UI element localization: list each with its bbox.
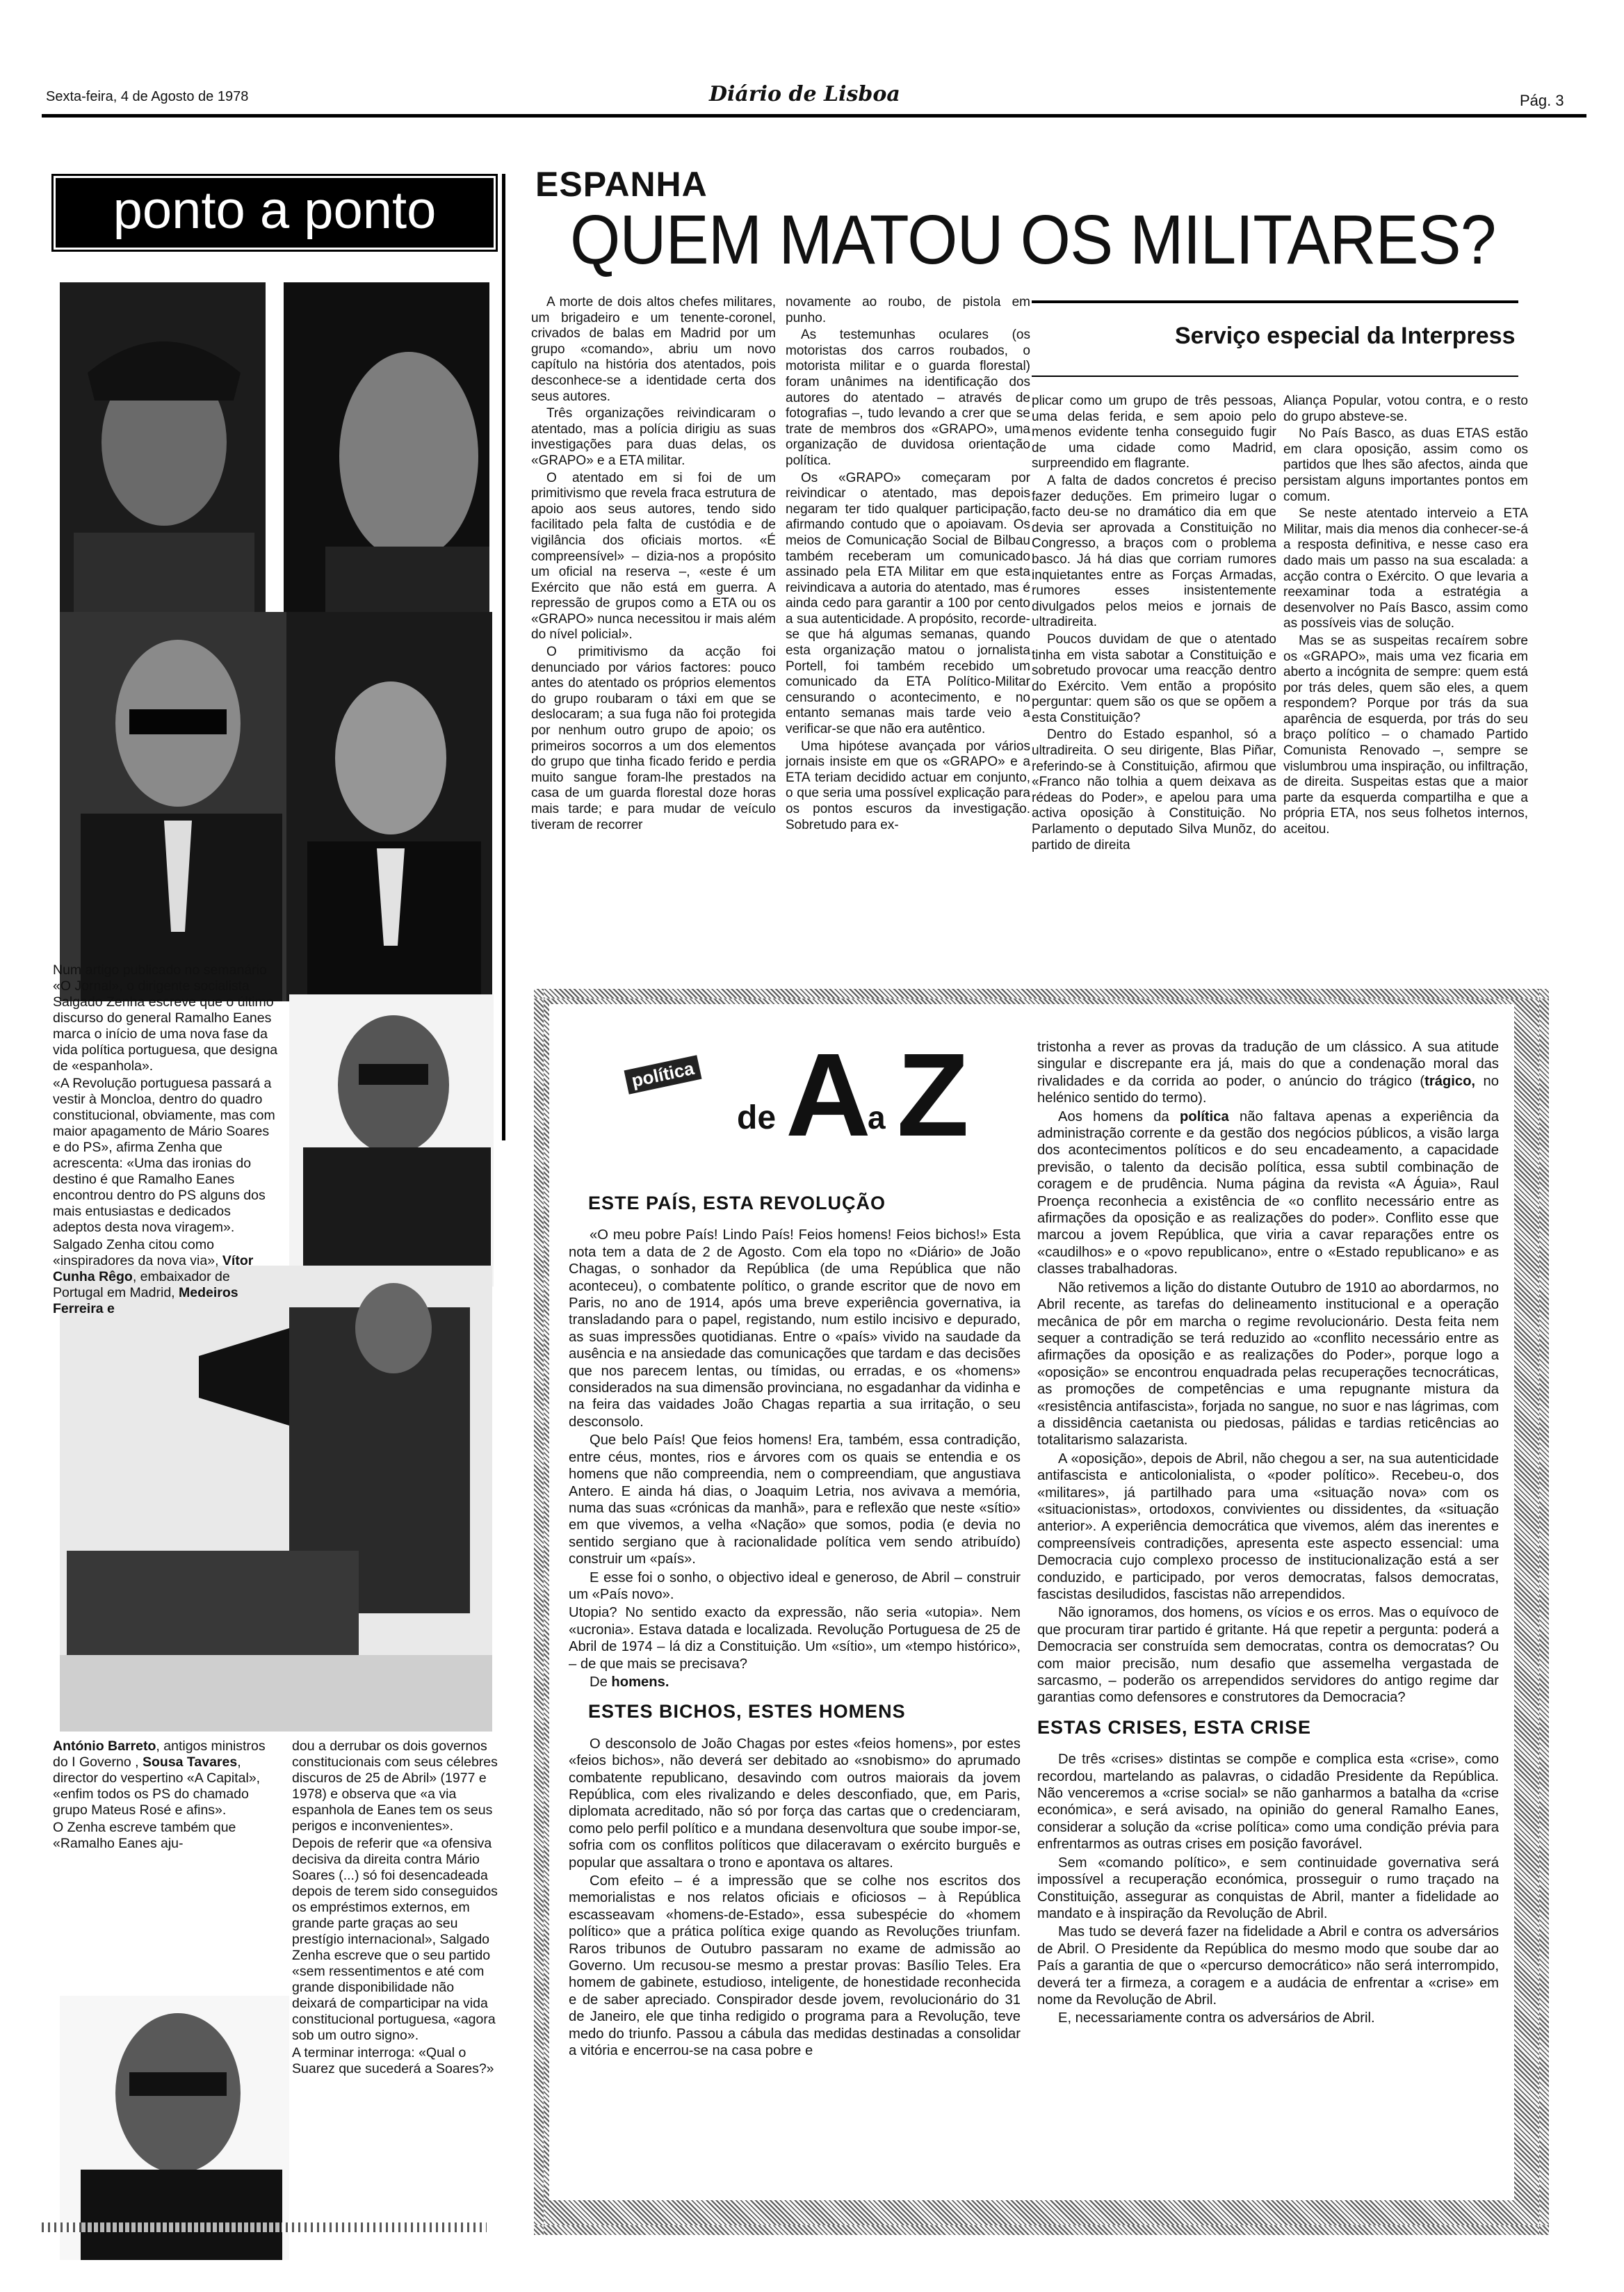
header-date: Sexta-feira, 4 de Agosto de 1978 [46,89,249,104]
az-para [569,1674,1021,1690]
photo-military-officer [60,282,266,644]
article-para: As testemunhas oculares (os motoristas dos carros roubados, o motorista militar e o guarda florestal) foram unânimes na identificação dos autores do atentado – através de fotografias –, tudo levando a crer que se trate de membros dos «GRAPO», uma organização de duvidosa orientação política. [786,328,1030,468]
article-col-3 [1032,394,1276,962]
az-col-1 [569,1182,1021,2184]
az-title-a1: A [786,1029,871,1161]
sidebar-name: Medeiros Ferreira e [53,1285,238,1316]
sidebar-title-box [51,174,498,252]
az-para: E esse foi o sonho, o objectivo ideal e generoso, de Abril – construir um «País novo». [569,1569,1021,1602]
az-para: Mas tudo se deverá fazer na fidelidade a Abril e contra os adversários de Abril. O Presidente da República do mesmo modo que soube dar ao País a garantia de que o «percurso democrático» não será interrompido, deverá ter a firmeza, a coragem e a audácia de enfrentar a «crise» em nome da Revolução de Abril. [1037,1924,1499,2008]
article-col-2 [786,295,1030,962]
az-para: Utopia? No sentido exacto da expressão, não seria «utopia». Nem «ucronia». Estava datada e localizada. Revolução Portuguesa de 25 de Abril de 1974 – lá diz a Constituição. Um «sítio», um «tempo histórico», – de que mais se precisava? [569,1605,1021,1672]
az-para-text: no helénico sentido do termo). [1037,1073,1499,1106]
article-col-4 [1283,394,1528,962]
az-title-de: de [737,1099,777,1136]
sidebar-para-text: Salgado Zenha citou como «inspiradores da nova via», [53,1237,219,1268]
photo-man-megaphone [60,1266,492,1732]
az-para: Não ignoramos, dos homens, os vícios e os erros. Mas o equívoco de que procuram tirar partido é gritante. Há que repetir a pergunta: poderá a Democracia ser construída sem democratas, contra os democratas? Ou com maior precisão, num desafio que assemelha vergastada de sarcasmo, – poderão os arrependidos servidores do antigo regime dar garantias como defensores e construtores da Democracia? [1037,1605,1499,1706]
sidebar-text-2 [53,1738,279,1961]
az-para: Com efeito – é a impressão que se colhe nos escritos dos memorialistas e nos relatos oficiais e oficiosos – à República escasseavam «homens-de-Estado», essa subespécie do «homem político» que a prática política exige quando as Revoluções triunfam. Raros tribunos de Outubro passaram no exame de admissão ao Governo. Um recusou-se mesmo a prestar provas: Basílio Teles. Era homem de gabinete, estudioso, inteligente, de honestidade reconhecida e de saber apreciado. Conspirador desde jovem, revolucionário do 31 de Janeiro, ele que tinha redigido o programa para a Revolução, teve medo do triunfo. Passou a cábula das medidas destinadas a consolidar a vitória e encerrou-se na casa pobre e [569,1873,1021,2059]
az-heading: ESTES BICHOS, ESTES HOMENS [588,1701,906,1722]
sidebar-text-3 [292,1738,498,2211]
sidebar-name: António Barreto [53,1738,156,1754]
sidebar-rule [502,174,505,1140]
sidebar-para-text: , embaixador de Portugal em Madrid, [53,1269,230,1300]
az-title-z: Z [897,1029,969,1161]
sidebar-para [53,1738,279,1818]
az-para: O desconsolo de João Chagas por estes «feios homens», por estes «feios bichos», não deverá ser debitado ao «snobismo» do aprumado combatente republicano, desavindo com outros maiorais da jovem República, com eles rivalizando e deles desconfiado, que, em Paris, diplomata acreditado, não só por força das cartas que o credenciaram, como pelo perfil político e a mundana desenvoltura que soube impor-se, sofria com os conflitos políticos que dilaceravam o exército burguês e popular que assaltara o trono e apontava os altares. [569,1736,1021,1871]
sidebar-para: O Zenha escreve também que «Ramalho Eanes aju- [53,1820,236,1851]
sidebar-para-text: , antigos ministros do I Governo , [53,1738,266,1770]
article-para: A morte de dois altos chefes militares, um brigadeiro e um tenente-coronel, crivados de balas em Madrid por um grupo «comando», abriu um novo capítulo na história dos atentados, pois desconhece-se a identidade certa dos seus autores. [531,295,776,404]
article-para: Se neste atentado interveio a ETA Militar, mais dia menos dia conhecer-se-á a resposta definitiva, e nesse caso era dado mais um passo na sua escalada: a acção contra o Exército. O que levaria a reexaminar toda a estratégia a desenvolver no País Basco, assim como as possíveis vias de solução. [1283,506,1528,631]
article-para: plicar como um grupo de três pessoas, uma delas ferida, e sem apoio pelo menos evidente tenha conseguido fugir de uma cidade como Madrid, surpreendido em flagrante. [1032,394,1276,471]
article-headline: QUEM MATOU OS MILITARES? [570,201,1496,279]
photo-man-suit [286,612,492,1001]
article-para: O atentado em si foi de um primitivismo que revela fraca estrutura de apoio aos seus autores, tendo sido facilitado pela falta de custódia e de vigilância dos oficiais mortos. «É compreensível» – dizia-nos a propósito um oficial na reserva –, «este é um Exército que não está em guerra. A repressão de grupos como a ETA ou os «GRAPO» nunca necessitou ir mais além do nível policial». [531,470,776,643]
header-rule [42,114,1586,118]
sidebar-name: Vítor Cunha Rêgo [53,1253,254,1284]
az-bold: trágico, [1424,1073,1476,1089]
az-para-text: Aos homens da [1058,1108,1169,1124]
az-col-2 [1037,1039,1499,2186]
az-para: «O meu pobre País! Lindo País! Feios homens! Feios bichos!» Esta nota tem a data de 2 de Agosto. Com ela topo no «Diário» de João Chagas, o sonhador da República (de uma República que não aconteceu), o combatente político, o grande escritor que de novo em Paris, no ano de 1914, após uma breve experiência governativa, ia transladando para o papel, registando, num estilo incisivo e depurado, as suas impressões quotidianas. Entre o «país» vivido na saudade da ausência e na ansiedade das comunicações que tardam e das decisões que nos parecem lentas, ou tímidas, ou erradas, e os «homens» considerados na sua dimensão provinciana, no esgadanhar da vidinha e na feira das vaidades João Chagas repartia a sua irritação, o seu desconsolo. [569,1227,1021,1430]
sidebar-para: A terminar interroga: «Qual o Suarez que sucederá a Soares?» [292,2045,494,2076]
az-para-text: não faltava apenas a experiência da administração corrente e da gestão dos negócios públicos, a visão larga dos acontecimentos políticos e do seu encadeamento, a capacidade previsão, o talento da decisão política, essa subtil combinação de coragem e de prudência. Numa página da revista «A Águia», Raul Proença reconhecia a existência de «o conflito necessário entre as afirmações da oposição e as realizações do poder». Conflito esse que marcou a jovem República, que viria a cavar reparações entre os «caudilhos» e o «povo republicano», entre o «Estado republicano» e as classes trabalhadoras. [1037,1108,1499,1277]
az-para [1037,1039,1499,1107]
article-para: Mas se as suspeitas recaírem sobre os «GRAPO», mais uma vez ficaria em aberto a incógnita de sempre: quem está por trás deles, quem são eles, a quem respondem? Porque por trás da sua aparência de esquerda, por trás do seu braço político – o chamado Partido Comunista Renovado –, sempre se vislumbrou uma inspiração, ou infiltração, de direita. Suspeitas estas que a maior parte da esquerda compartilha e que a própria ETA, nos seus folhetos internos, aceitou. [1283,633,1528,837]
az-para: A «oposição», depois de Abril, não chegou a ser, na sua autenticidade antifascista e anticolonialista, o «poder político». Recebeu-o, dos «militares», já partilhado para uma «situação nova» com os «situacionistas», ortodoxos, convivientes ou dissidentes, da «situação anterior». A experiência democrática que vivemos, além das inerentes e compreensíveis contradições, apresenta este aspecto essencial: uma Democracia cujo complexo processo de institucionalização está a ser conduzido, e participado, por veros democratas, falsos democratas, fascistas desiludidos, fascistas não arrependidos. [1037,1451,1499,1602]
masthead: Diário de Lisboa [709,82,900,106]
sidebar-para [53,1237,279,1317]
article-para: A falta de dados concretos é preciso fazer deduções. Em primeiro lugar o facto deu-se no dramático dia em que devia ser aprovada a Constituição no Congresso, a braços com o problema basco. Já há dias que corriam rumores inquietantes entre as Forças Armadas, rumores esses insistentemente divulgados pelos meios e jornais de ultradireita. [1032,473,1276,630]
byline-rule-top [1032,300,1518,303]
sidebar-para-text: , director do vespertino «A Capital», «enfim todos os PS do chamado grupo Mateus Rosé e afins». [53,1754,261,1818]
photo-man-sunglasses [60,612,289,1001]
article-para: novamente ao roubo, de pistola em punho. [786,295,1030,325]
sidebar-text-1 [53,962,279,1316]
az-title-a: a [868,1099,886,1136]
article-byline: Serviço especial da Interpress [1175,323,1516,349]
article-col-1 [531,295,776,962]
sidebar-para: «A Revolução portuguesa passará a vestir à Moncloa, dentro do quadro constitucional, obviamente, mas com maior apagamento de Mário Soares e do PS», afirma Zenha que acrescenta: «Uma das ironias do destino é que Ramalho Eanes encontrou dentro do PS alguns dos mais entusiastas e dedicados adeptos desta nova viragem». [53,1076,275,1235]
article-para: Dentro do Estado espanhol, só a ultradireita. O seu dirigente, Blas Piñar, referindo-se à Constituição, afirmou que «Franco não tolhia a quem deixava as rédeas do Poder», e apelou para uma activa oposição à Constituição. No Parlamento o deputado Silva Munõz, do partido de direita [1032,727,1276,853]
article-para: O primitivismo da acção foi denunciado por vários factores: pouco antes do atentado os próprios elementos do grupo roubaram o táxi em que se deslocaram; a sua fuga não foi protegida por nenhum outro grupo de apoio; os primeiros socorros a um dos elementos do grupo que tinha ficado ferido e perdia muito sangue foram-lhe prestados na casa de um guarda florestal doze horas mais tarde; e para mudar de veículo tiveram de recorrer [531,645,776,832]
az-heading: ESTE PAÍS, ESTA REVOLUÇÃO [588,1193,886,1213]
az-para-text: tristonha a rever as provas da tradução de um clássico. A sua atitude singular e discrepante era já, mais do que a condenação moral das rivalidades e da corrida ao poder, o anúncio do trágico ( [1037,1040,1499,1089]
sidebar-para: dou a derrubar os dois governos constitucionais com seus célebres discuros de 25 de Abril» (1977 e 1978) e observa que «a via espanhola de Eanes tem os seus perigos e inconvenientes». [292,1738,498,1834]
az-para: Que belo País! Que feios homens! Era, também, essa contradição, entre céus, montes, rios e árvores com os quais se entendia e os homens que não compreendia, nem o compreendiam, que angustiava Antero. E ainda há dias, o Joaquim Letria, nos avivava a memória, numa das suas «crónicas da manhã», para e reflexão que neste «sítio» em que vivemos, a velha «Nação» que somos, podia (e devia no sentido sergiano que à racionalidade política vem sendo atribuído) construir um «país». [569,1432,1021,1567]
sidebar-title: ponto a ponto [113,181,437,240]
az-title [570,1022,1015,1182]
byline-rule-bottom [1032,376,1518,377]
az-para: E, necessariamente contra os adversários de Abril. [1058,2010,1375,2026]
article-para: Poucos duvidam de que o atentado tinha em vista sabotar a Constituição e sobretudo provocar uma reacção dentro do Exército. Vem então a propósito perguntar: quem são os que se opõem a esta Constituição? [1032,631,1276,725]
az-bold: homens. [611,1674,669,1690]
az-bold: política [1180,1108,1229,1124]
az-para: Sem «comando político», e sem continuidade governativa será impossível a recuperação económica, prosseguir o rumo traçado na Constituição, assegurar as conquistas de Abril, manter a fidelidade ao mandato e à inspiração da Revolução de Abril. [1037,1855,1499,1921]
sidebar-para: Num artigo publicado no semanário «O Jornal», o dirigente socialista Salgado Zenha escreve que o último discurso do general Ramalho Eanes marca o início de uma nova fase da vida política portuguesa, que designa de «espanhola». [53,962,278,1074]
article-para: No País Basco, as duas ETAS estão em clara oposição, assim como os partidos que lhes são afectos, ainda que persistam alguns importantes pontos em comum. [1283,426,1528,504]
photo-man-glasses-beard [289,994,494,1286]
photo-man-portrait [60,1996,289,2260]
page-number: Pág. 3 [1520,92,1564,109]
az-para [1037,1108,1499,1278]
bottom-edge-marks [42,2222,487,2232]
article-kicker: ESPANHA [535,165,708,204]
article-para: Uma hipótese avançada por vários jornais insiste em que os «GRAPO» e a ETA teriam decidido actuar em conjunto, o que seria uma possível explicação para os pontos escuros da investigação. Sobretudo para ex- [786,739,1030,832]
article-para: Três organizações reivindicaram o atentado, mas a polícia dirigiu as suas investigações para duas delas, os «GRAPO» e a ETA militar. [531,406,776,468]
photo-man-profile [284,282,489,644]
az-para: Não retivemos a lição do distante Outubro de 1910 ao abordarmos, no Abril recente, as tarefas do delineamento institucional e a operação mecânica de pôr em marcha o regime revolucionário. Desta feita nem sequer a contradição se terá reduzido ao «conflito necessário entre as afirmações da oposição e as realizações do Poder», porque logo a «oposição» se encontrou enquadrada pelas recuperações tecnocráticas, as promoções de competências e uma repugnante mistura da «resistência antifascista», forjada no sangue, no suor e nas lágrimas, com a dissidência caetanista ou piedosas, pálidas e tardias reticências ao totalitarismo salazarista. [1037,1280,1499,1448]
az-para: De três «crises» distintas se compõe e complica esta «crise», como recordou, martelando as palavras, o cidadão Presidente da República. Não venceremos a «crise social» se não ganharmos a batalha da «crise económica», e será avisado, na opinião do general Ramalho Eanes, considerar a solução da «crise política» como uma condição prévia para enfrentarmos as outras crises em posição favorável. [1037,1752,1499,1853]
az-label: política [624,1055,702,1094]
az-para-text: De [590,1674,608,1690]
article-para: Os «GRAPO» começaram por reivindicar o atentado, mas depois negaram ter tido qualquer participação, afirmando contudo que o apoiavam. Os meios de Comunicação Social de Bilbau também receberam um comunicado assinado pela ETA Militar em que esta reivindicava a autoria do atentado, mas é ainda cedo para garantir a 100 por cento a sua autenticidade. A propósito, recorde-se que há algumas semanas, quando esta organização matou o jornalista Portell, foi também recebido um comunicado da ETA Político-Militar censurando o acontecimento, e no entanto semanas mais tarde veio a verificar-se que não era autêntico. [786,470,1030,737]
sidebar-name: Sousa Tavares [143,1754,238,1770]
article-para: Aliança Popular, votou contra, e o resto do grupo absteve-se. [1283,394,1528,424]
sidebar-para: Depois de referir que «a ofensiva decisiva da direita contra Mário Soares (...) só foi desencadeada depois de terem sido conseguidos os empréstimos externos, em grande parte graças ao seu prestígio internacional», Salgado Zenha escreve que o seu partido «sem ressentimentos e até com grande disponibilidade não deixará de comparticipar na vida constitucional portuguesa, «agora sob um outro signo». [292,1836,498,2043]
az-heading: ESTAS CRISES, ESTA CRISE [1037,1716,1312,1738]
